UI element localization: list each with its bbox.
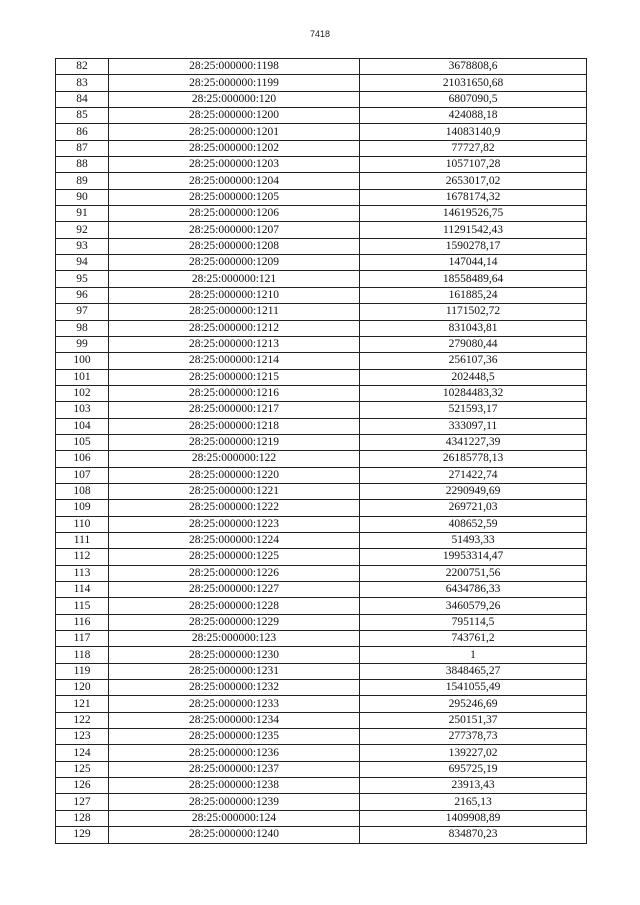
cadastral-number-cell: 28:25:000000:1221 <box>109 483 360 499</box>
table-row <box>56 467 587 483</box>
table-row <box>56 418 587 434</box>
value-cell: 1678174,32 <box>360 189 587 205</box>
value-cell: 831043,81 <box>360 320 587 336</box>
table-row <box>56 173 587 189</box>
row-number-cell: 115 <box>56 598 109 614</box>
table-row <box>56 353 587 369</box>
table-row <box>56 532 587 548</box>
cadastral-number-cell: 28:25:000000:1236 <box>109 745 360 761</box>
row-number-cell: 127 <box>56 794 109 810</box>
row-number-cell: 129 <box>56 827 109 843</box>
value-cell: 14083140,9 <box>360 124 587 140</box>
table-row <box>56 271 587 287</box>
value-cell: 2165,13 <box>360 794 587 810</box>
value-cell: 2653017,02 <box>360 173 587 189</box>
cadastral-number-cell: 28:25:000000:1201 <box>109 124 360 140</box>
table-row <box>56 157 587 173</box>
row-number-cell: 98 <box>56 320 109 336</box>
table-row <box>56 516 587 532</box>
table-row <box>56 794 587 810</box>
table-row <box>56 631 587 647</box>
cadastral-number-cell: 28:25:000000:1216 <box>109 385 360 401</box>
value-cell: 19953314,47 <box>360 549 587 565</box>
cadastral-number-cell: 28:25:000000:1230 <box>109 647 360 663</box>
table-row <box>56 385 587 401</box>
table-row <box>56 598 587 614</box>
row-number-cell: 86 <box>56 124 109 140</box>
value-cell: 4341227,39 <box>360 434 587 450</box>
value-cell: 795114,5 <box>360 614 587 630</box>
cadastral-number-cell: 28:25:000000:124 <box>109 810 360 826</box>
row-number-cell: 106 <box>56 451 109 467</box>
value-cell: 26185778,13 <box>360 451 587 467</box>
cadastral-number-cell: 28:25:000000:1226 <box>109 565 360 581</box>
value-cell: 521593,17 <box>360 402 587 418</box>
cadastral-number-cell: 28:25:000000:1203 <box>109 157 360 173</box>
table-row <box>56 827 587 843</box>
value-cell: 202448,5 <box>360 369 587 385</box>
row-number-cell: 103 <box>56 402 109 418</box>
table-row <box>56 59 587 75</box>
value-cell: 408652,59 <box>360 516 587 532</box>
value-cell: 51493,33 <box>360 532 587 548</box>
row-number-cell: 111 <box>56 532 109 548</box>
table-row <box>56 451 587 467</box>
table-row <box>56 663 587 679</box>
value-cell: 2200751,56 <box>360 565 587 581</box>
row-number-cell: 105 <box>56 434 109 450</box>
value-cell: 3678808,6 <box>360 59 587 75</box>
table-row <box>56 402 587 418</box>
row-number-cell: 83 <box>56 75 109 91</box>
row-number-cell: 113 <box>56 565 109 581</box>
table-row <box>56 549 587 565</box>
row-number-cell: 120 <box>56 680 109 696</box>
table-row <box>56 810 587 826</box>
row-number-cell: 82 <box>56 59 109 75</box>
value-cell: 11291542,43 <box>360 222 587 238</box>
value-cell: 834870,23 <box>360 827 587 843</box>
cadastral-number-cell: 28:25:000000:1213 <box>109 336 360 352</box>
table-row <box>56 712 587 728</box>
row-number-cell: 123 <box>56 729 109 745</box>
table-row <box>56 761 587 777</box>
cadastral-number-cell: 28:25:000000:123 <box>109 631 360 647</box>
table-row <box>56 304 587 320</box>
row-number-cell: 89 <box>56 173 109 189</box>
cadastral-number-cell: 28:25:000000:1222 <box>109 500 360 516</box>
cadastral-number-cell: 28:25:000000:1215 <box>109 369 360 385</box>
table-row <box>56 222 587 238</box>
cadastral-number-cell: 28:25:000000:1233 <box>109 696 360 712</box>
table-row <box>56 500 587 516</box>
cadastral-number-cell: 28:25:000000:1234 <box>109 712 360 728</box>
table-row <box>56 75 587 91</box>
value-cell: 1 <box>360 647 587 663</box>
cadastral-number-cell: 28:25:000000:1198 <box>109 59 360 75</box>
value-cell: 256107,36 <box>360 353 587 369</box>
cadastral-number-cell: 28:25:000000:1232 <box>109 680 360 696</box>
table-row <box>56 680 587 696</box>
cadastral-number-cell: 28:25:000000:1214 <box>109 353 360 369</box>
table-row <box>56 369 587 385</box>
cadastral-number-cell: 28:25:000000:1207 <box>109 222 360 238</box>
value-cell: 271422,74 <box>360 467 587 483</box>
cadastral-number-cell: 28:25:000000:1229 <box>109 614 360 630</box>
row-number-cell: 107 <box>56 467 109 483</box>
table-row <box>56 140 587 156</box>
value-cell: 161885,24 <box>360 287 587 303</box>
table-row <box>56 206 587 222</box>
row-number-cell: 99 <box>56 336 109 352</box>
table-row <box>56 91 587 107</box>
row-number-cell: 92 <box>56 222 109 238</box>
value-cell: 14619526,75 <box>360 206 587 222</box>
cadastral-number-cell: 28:25:000000:1209 <box>109 255 360 271</box>
row-number-cell: 91 <box>56 206 109 222</box>
table-row <box>56 745 587 761</box>
value-cell: 277378,73 <box>360 729 587 745</box>
cadastral-number-cell: 28:25:000000:1238 <box>109 778 360 794</box>
cadastral-number-cell: 28:25:000000:1237 <box>109 761 360 777</box>
value-cell: 424088,18 <box>360 108 587 124</box>
table-row <box>56 565 587 581</box>
value-cell: 6807090,5 <box>360 91 587 107</box>
table-row <box>56 614 587 630</box>
row-number-cell: 118 <box>56 647 109 663</box>
table-row <box>56 320 587 336</box>
value-cell: 23913,43 <box>360 778 587 794</box>
row-number-cell: 87 <box>56 140 109 156</box>
table-row <box>56 483 587 499</box>
cadastral-table <box>55 58 587 844</box>
row-number-cell: 109 <box>56 500 109 516</box>
row-number-cell: 95 <box>56 271 109 287</box>
row-number-cell: 108 <box>56 483 109 499</box>
table-row <box>56 108 587 124</box>
row-number-cell: 104 <box>56 418 109 434</box>
cadastral-number-cell: 28:25:000000:1205 <box>109 189 360 205</box>
page-number: 7418 <box>309 29 331 39</box>
table-row <box>56 778 587 794</box>
row-number-cell: 97 <box>56 304 109 320</box>
row-number-cell: 90 <box>56 189 109 205</box>
table-row <box>56 434 587 450</box>
cadastral-number-cell: 28:25:000000:1223 <box>109 516 360 532</box>
cadastral-number-cell: 28:25:000000:1224 <box>109 532 360 548</box>
cadastral-number-cell: 28:25:000000:1228 <box>109 598 360 614</box>
value-cell: 1541055,49 <box>360 680 587 696</box>
value-cell: 21031650,68 <box>360 75 587 91</box>
value-cell: 333097,11 <box>360 418 587 434</box>
table-row <box>56 189 587 205</box>
cadastral-number-cell: 28:25:000000:1219 <box>109 434 360 450</box>
value-cell: 1590278,17 <box>360 238 587 254</box>
cadastral-number-cell: 28:25:000000:1239 <box>109 794 360 810</box>
value-cell: 295246,69 <box>360 696 587 712</box>
row-number-cell: 121 <box>56 696 109 712</box>
table-row <box>56 696 587 712</box>
value-cell: 10284483,32 <box>360 385 587 401</box>
table-row <box>56 647 587 663</box>
cadastral-number-cell: 28:25:000000:1227 <box>109 582 360 598</box>
cadastral-number-cell: 28:25:000000:120 <box>109 91 360 107</box>
cadastral-number-cell: 28:25:000000:1220 <box>109 467 360 483</box>
value-cell: 1409908,89 <box>360 810 587 826</box>
value-cell: 250151,37 <box>360 712 587 728</box>
value-cell: 3848465,27 <box>360 663 587 679</box>
cadastral-number-cell: 28:25:000000:1212 <box>109 320 360 336</box>
row-number-cell: 85 <box>56 108 109 124</box>
cadastral-number-cell: 28:25:000000:1202 <box>109 140 360 156</box>
value-cell: 1057107,28 <box>360 157 587 173</box>
value-cell: 279080,44 <box>360 336 587 352</box>
value-cell: 3460579,26 <box>360 598 587 614</box>
row-number-cell: 93 <box>56 238 109 254</box>
row-number-cell: 102 <box>56 385 109 401</box>
row-number-cell: 110 <box>56 516 109 532</box>
value-cell: 2290949,69 <box>360 483 587 499</box>
cadastral-number-cell: 28:25:000000:1218 <box>109 418 360 434</box>
value-cell: 77727,82 <box>360 140 587 156</box>
cadastral-number-cell: 28:25:000000:122 <box>109 451 360 467</box>
cadastral-number-cell: 28:25:000000:1208 <box>109 238 360 254</box>
row-number-cell: 94 <box>56 255 109 271</box>
row-number-cell: 101 <box>56 369 109 385</box>
cadastral-number-cell: 28:25:000000:1231 <box>109 663 360 679</box>
row-number-cell: 114 <box>56 582 109 598</box>
value-cell: 695725,19 <box>360 761 587 777</box>
table-row <box>56 124 587 140</box>
row-number-cell: 88 <box>56 157 109 173</box>
table-row <box>56 287 587 303</box>
row-number-cell: 112 <box>56 549 109 565</box>
table-row <box>56 336 587 352</box>
cadastral-number-cell: 28:25:000000:1199 <box>109 75 360 91</box>
cadastral-number-cell: 28:25:000000:1210 <box>109 287 360 303</box>
value-cell: 6434786,33 <box>360 582 587 598</box>
table-row <box>56 255 587 271</box>
table-row <box>56 238 587 254</box>
row-number-cell: 119 <box>56 663 109 679</box>
cadastral-number-cell: 28:25:000000:1235 <box>109 729 360 745</box>
value-cell: 147044,14 <box>360 255 587 271</box>
cadastral-number-cell: 28:25:000000:1211 <box>109 304 360 320</box>
row-number-cell: 100 <box>56 353 109 369</box>
value-cell: 743761,2 <box>360 631 587 647</box>
cadastral-number-cell: 28:25:000000:1204 <box>109 173 360 189</box>
cadastral-number-cell: 28:25:000000:121 <box>109 271 360 287</box>
cadastral-number-cell: 28:25:000000:1217 <box>109 402 360 418</box>
cadastral-number-cell: 28:25:000000:1200 <box>109 108 360 124</box>
row-number-cell: 116 <box>56 614 109 630</box>
row-number-cell: 128 <box>56 810 109 826</box>
value-cell: 1171502,72 <box>360 304 587 320</box>
row-number-cell: 124 <box>56 745 109 761</box>
row-number-cell: 117 <box>56 631 109 647</box>
value-cell: 18558489,64 <box>360 271 587 287</box>
value-cell: 139227,02 <box>360 745 587 761</box>
row-number-cell: 96 <box>56 287 109 303</box>
table-row <box>56 582 587 598</box>
table-body <box>56 59 587 844</box>
row-number-cell: 126 <box>56 778 109 794</box>
cadastral-number-cell: 28:25:000000:1240 <box>109 827 360 843</box>
cadastral-number-cell: 28:25:000000:1225 <box>109 549 360 565</box>
value-cell: 269721,03 <box>360 500 587 516</box>
row-number-cell: 84 <box>56 91 109 107</box>
table-row <box>56 729 587 745</box>
row-number-cell: 122 <box>56 712 109 728</box>
cadastral-number-cell: 28:25:000000:1206 <box>109 206 360 222</box>
row-number-cell: 125 <box>56 761 109 777</box>
